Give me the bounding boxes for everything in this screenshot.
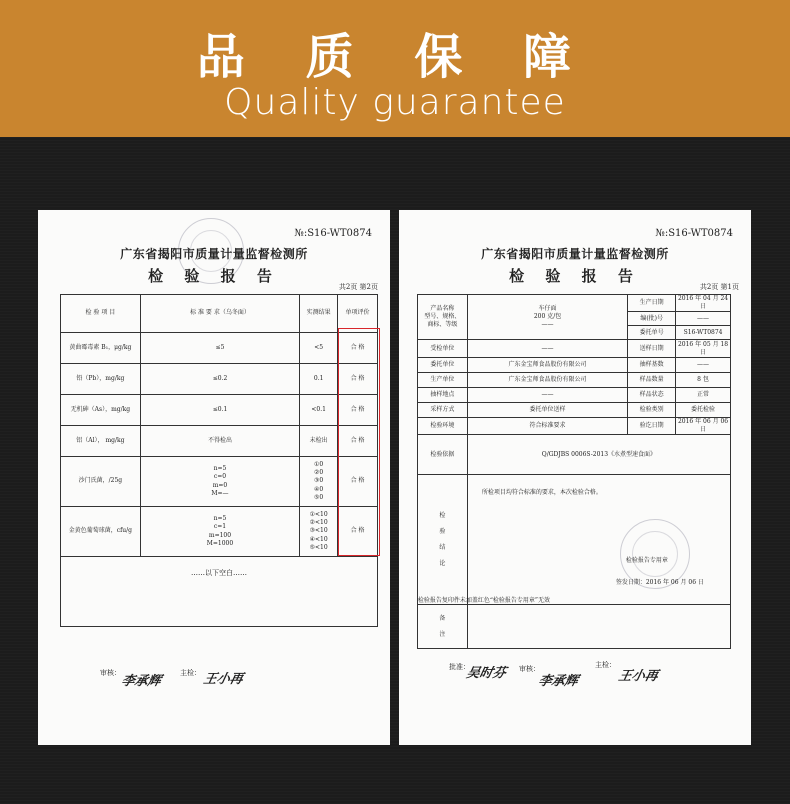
sample-base-value: —— xyxy=(676,358,731,373)
approver-label: 批准： xyxy=(449,663,470,671)
sample-state-label: 样品状态 xyxy=(628,388,676,403)
table-row xyxy=(61,395,378,426)
institute-name: 广东省揭阳市质量计量监督检测所 xyxy=(481,247,669,261)
report-title: 检 验 报 告 xyxy=(148,267,280,285)
env-label: 检验环境 xyxy=(418,418,468,435)
row-requirement: n=5 c=0 m=0 M=— xyxy=(140,457,299,507)
table-row xyxy=(61,364,378,395)
inspector-signature: 王小再 xyxy=(616,669,660,684)
row-result: ①0 ②0 ③0 ④0 ⑤0 xyxy=(300,457,338,507)
reviewer-label: 审核： xyxy=(519,665,540,673)
row-result: 未检出 xyxy=(300,426,338,457)
institute-name: 广东省揭阳市质量计量监督检测所 xyxy=(120,247,308,261)
report-page-1 xyxy=(399,210,751,745)
prod-date-label: 生产日期 xyxy=(628,295,676,312)
report-title: 检 验 报 告 xyxy=(509,267,641,285)
row-item: 铝（Al）， mg/kg xyxy=(61,426,141,457)
sampling-place-label: 抽样地点 xyxy=(418,388,468,403)
sampling-method-value: 委托单位送样 xyxy=(467,403,627,418)
prod-date-value: 2016 年 04 月 24 日 xyxy=(676,295,731,312)
row-result: <5 xyxy=(300,333,338,364)
table-row xyxy=(418,418,731,435)
basis-value: Q/GDJBS 0006S-2013《水煮型速食面》 xyxy=(467,435,730,475)
report-number: №:S16-WT0874 xyxy=(655,228,733,239)
inspector-label: 主检： xyxy=(180,669,201,677)
report-info-table xyxy=(417,294,731,649)
header-item: 检 验 项 目 xyxy=(61,295,141,333)
conclusion-text: 所检项目均符合标准的要求，本次检验合格。 xyxy=(481,489,602,497)
table-end-row xyxy=(61,557,378,627)
highlight-box xyxy=(338,328,380,556)
entrust-no-value: S16-WT0874 xyxy=(676,326,731,340)
issue-date-label: 验讫日期 xyxy=(628,418,676,435)
table-row xyxy=(418,358,731,373)
product-label: 产品名称 型号、规格、 商标、等级 xyxy=(418,295,468,340)
copy-validity-note: 检验报告复印件未加盖红色“检验报告专用章”无效 xyxy=(417,597,550,605)
table-row xyxy=(418,340,731,358)
test-results-table xyxy=(60,294,378,627)
sample-base-label: 抽样基数 xyxy=(628,358,676,373)
stamp-label: 检验报告专用章 xyxy=(625,557,668,565)
inspector-signature: 王小再 xyxy=(201,672,245,687)
table-row xyxy=(418,403,731,418)
table-row xyxy=(61,507,378,557)
product-value: 车仔面 200 克/包 —— xyxy=(467,295,627,340)
banner-title-cn: 品 质 保 障 xyxy=(196,29,594,85)
header-requirement: 标 准 要 求（乌冬面） xyxy=(140,295,299,333)
page-indicator: 共2页 第1页 xyxy=(699,283,739,291)
sample-state-value: 正常 xyxy=(676,388,731,403)
issue-date-value: 2016 年 06 月 06 日 xyxy=(676,418,731,435)
row-requirement: n=5 c=1 m=100 M=1000 xyxy=(140,507,299,557)
row-item: 无机砷（As），mg/kg xyxy=(61,395,141,426)
remark-label: 备 注 xyxy=(418,605,468,649)
row-requirement: ≤0.2 xyxy=(140,364,299,395)
table-row xyxy=(61,333,378,364)
row-item: 铅（Pb），mg/kg xyxy=(61,364,141,395)
table-row xyxy=(418,605,731,649)
row-evaluation: 合 格 xyxy=(338,395,378,426)
row-requirement: 不得检出 xyxy=(140,426,299,457)
env-value: 符合标准要求 xyxy=(467,418,627,435)
row-result: ①<10 ②<10 ③<10 ④<10 ⑤<10 xyxy=(300,507,338,557)
approver-signature: 吴时芬 xyxy=(464,666,508,681)
blank-below-note: ……以下空白…… xyxy=(61,557,378,627)
producer-value: 广东金宝师食品股份有限公司 xyxy=(467,373,627,388)
client-label: 委托单位 xyxy=(418,358,468,373)
table-row xyxy=(418,388,731,403)
table-row xyxy=(418,475,731,605)
inspect-type-value: 委托检验 xyxy=(676,403,731,418)
batch-value: —— xyxy=(676,312,731,326)
basis-label: 检验依据 xyxy=(418,435,468,475)
row-item: 金黄色葡萄球菌，cfu/g xyxy=(61,507,141,557)
sampling-method-label: 采样方式 xyxy=(418,403,468,418)
reviewer-signature: 李承辉 xyxy=(536,674,580,689)
remark-value xyxy=(467,605,730,649)
row-item: 黄曲霉毒素 B₁，μg/kg xyxy=(61,333,141,364)
sampling-place-value: —— xyxy=(467,388,627,403)
inspector-label: 主检： xyxy=(595,661,616,669)
send-date-value: 2016 年 05 月 18 日 xyxy=(676,340,731,358)
table-header-row xyxy=(61,295,378,333)
row-requirement: ≤5 xyxy=(140,333,299,364)
row-requirement: ≤0.1 xyxy=(140,395,299,426)
reviewer-signature: 李承辉 xyxy=(119,674,163,689)
table-row xyxy=(61,426,378,457)
row-evaluation: 合 格 xyxy=(338,364,378,395)
header-banner xyxy=(0,0,790,137)
producer-label: 生产单位 xyxy=(418,373,468,388)
conclusion-label: 检 验 结 论 xyxy=(418,475,468,605)
issue-date-note: 签发日期：2016 年 06 月 06 日 xyxy=(615,579,704,587)
inspected-unit-label: 受检单位 xyxy=(418,340,468,358)
reviewer-label: 审核： xyxy=(100,669,121,677)
row-result: <0.1 xyxy=(300,395,338,426)
page-indicator: 共2页 第2页 xyxy=(338,283,378,291)
sample-qty-value: 8 包 xyxy=(676,373,731,388)
table-row xyxy=(418,295,731,312)
inspect-type-label: 检验类别 xyxy=(628,403,676,418)
row-result: 0.1 xyxy=(300,364,338,395)
faint-seal-inner-icon xyxy=(632,531,678,577)
sample-qty-label: 样品数量 xyxy=(628,373,676,388)
table-row xyxy=(418,373,731,388)
row-evaluation: 合 格 xyxy=(338,333,378,364)
report-page-2 xyxy=(38,210,390,745)
row-evaluation: 合 格 xyxy=(338,507,378,557)
table-row xyxy=(418,435,731,475)
inspected-unit-value: —— xyxy=(467,340,627,358)
banner-title-en: Quality guarantee xyxy=(224,82,566,123)
row-evaluation: 合 格 xyxy=(338,426,378,457)
client-value: 广东金宝师食品股份有限公司 xyxy=(467,358,627,373)
header-evaluation: 单项评价 xyxy=(338,295,378,333)
send-date-label: 送样日期 xyxy=(628,340,676,358)
batch-label: 编(批)号 xyxy=(628,312,676,326)
report-number: №:S16-WT0874 xyxy=(294,228,372,239)
row-evaluation: 合 格 xyxy=(338,457,378,507)
row-item: 沙门氏菌，/25g xyxy=(61,457,141,507)
header-result: 实测结果 xyxy=(300,295,338,333)
table-row xyxy=(61,457,378,507)
entrust-no-label: 委托单号 xyxy=(628,326,676,340)
